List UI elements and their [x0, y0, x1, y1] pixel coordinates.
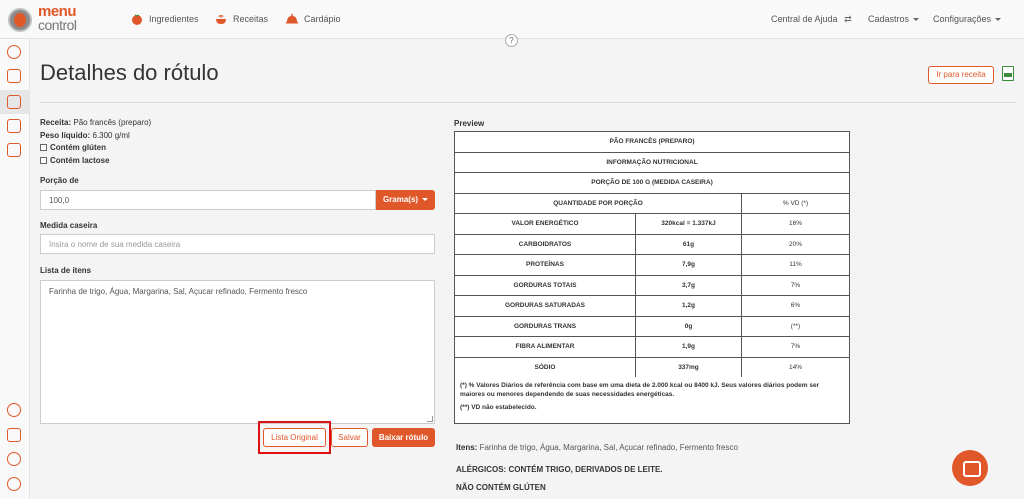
tomato-icon	[131, 13, 143, 25]
sidebar	[0, 39, 30, 499]
receita-value: Pão francês (preparo)	[73, 118, 152, 127]
chevron-down-icon	[913, 18, 919, 21]
nutrient-qty: 0g	[636, 316, 742, 337]
sidebar-label-icon[interactable]	[7, 95, 21, 109]
central-ajuda-label: Central de Ajuda	[771, 14, 838, 24]
nutrient-name: CARBOIDRATOS	[455, 234, 636, 255]
table-row	[455, 275, 850, 296]
nav-central-ajuda[interactable]	[771, 14, 852, 25]
sidebar-help-icon[interactable]	[7, 403, 21, 417]
contem-lactose-label: Contém lactose	[50, 156, 110, 165]
preview-label: Preview	[454, 119, 485, 128]
logo-text-control: control	[38, 17, 77, 33]
nao-contem-gluten-text: NÃO CONTÉM GLÚTEN	[456, 483, 546, 492]
contem-gluten-label: Contém glúten	[50, 143, 106, 152]
sidebar-cost-icon[interactable]	[7, 45, 21, 59]
nutrient-name: GORDURAS TRANS	[455, 316, 636, 337]
nutrient-qty: 337mg	[636, 357, 742, 378]
sidebar-card-icon[interactable]	[7, 428, 21, 442]
nutrient-qty: 320kcal = 1.337kJ	[636, 214, 742, 235]
table-row	[455, 234, 850, 255]
plate-logo-icon	[8, 8, 32, 32]
porcao-cell: PORÇÃO DE 100 G (MEDIDA CASEIRA)	[455, 173, 850, 194]
chat-support-icon[interactable]	[952, 450, 988, 486]
sidebar-settings-icon[interactable]	[7, 452, 21, 466]
nav-ingredientes[interactable]	[131, 13, 199, 25]
table-row	[455, 357, 850, 378]
nav-cadastros-dropdown[interactable]	[868, 14, 919, 24]
peso-info	[40, 131, 130, 140]
table-row	[455, 337, 850, 358]
cloche-icon	[286, 13, 298, 25]
nutrient-vd: (**)	[742, 316, 850, 337]
nutrient-qty: 1,2g	[636, 296, 742, 317]
itens-value: Farinha de trigo, Água, Margarina, Sal, Açucar refinado, Fermento fresco	[479, 443, 738, 452]
chevron-down-icon	[422, 198, 428, 201]
nav-configuracoes-dropdown[interactable]	[933, 14, 1001, 24]
footnote-vd-reference: (*) % Valores Diários de referência com base em uma dieta de 2.000 kcal ou 8400 kJ. Seus valores diários podem ser maiores ou menores dependendo de suas necessidades energéticas.	[460, 382, 820, 398]
contem-lactose-checkbox[interactable]	[40, 157, 47, 164]
sidebar-price-list-icon[interactable]	[7, 119, 21, 133]
nutrient-name: VALOR ENERGÉTICO	[455, 214, 636, 235]
sidebar-play-icon[interactable]	[7, 477, 21, 491]
cooking-pot-icon	[215, 13, 227, 25]
receita-label: Receita:	[40, 118, 72, 127]
page-title: Detalhes do rótulo	[40, 60, 219, 85]
peso-value: 6.300 g/ml	[92, 131, 130, 140]
nav-cardapio-label: Cardápio	[304, 14, 341, 24]
resize-handle[interactable]	[427, 416, 433, 422]
nutrient-vd: 20%	[742, 234, 850, 255]
lista-itens-value: Farinha de trigo, Água, Margarina, Sal, Açucar refinado, Fermento fresco	[49, 287, 308, 296]
salvar-button[interactable]: Salvar	[331, 428, 368, 447]
nutrient-name: SÓDIO	[455, 357, 636, 378]
nutrient-name: FIBRA ALIMENTAR	[455, 337, 636, 358]
nav-receitas-label: Receitas	[233, 14, 269, 24]
sidebar-certificate-icon[interactable]	[7, 143, 21, 157]
sidebar-recipe-card-icon[interactable]	[7, 69, 21, 83]
divider	[40, 102, 1016, 103]
nutrition-table	[454, 131, 850, 378]
col-quantidade-header: QUANTIDADE POR PORÇÃO	[455, 193, 742, 214]
contem-gluten-checkbox[interactable]	[40, 144, 47, 151]
table-row	[455, 255, 850, 276]
nutrient-name: GORDURAS TOTAIS	[455, 275, 636, 296]
chevron-down-icon	[995, 18, 1001, 21]
medida-label: Medida caseira	[40, 221, 98, 230]
nutrient-vd: 14%	[742, 357, 850, 378]
nutrient-name: GORDURAS SATURADAS	[455, 296, 636, 317]
nutrient-vd: 7%	[742, 337, 850, 358]
alergicos-text: ALÉRGICOS: CONTÉM TRIGO, DERIVADOS DE LEITE.	[456, 465, 663, 474]
cadastros-label: Cadastros	[868, 14, 910, 24]
table-row	[455, 214, 850, 235]
nutrient-qty: 1,9g	[636, 337, 742, 358]
porcao-label: Porção de	[40, 176, 79, 185]
nutrient-vd: 11%	[742, 255, 850, 276]
help-toggle-icon[interactable]: ?	[505, 34, 518, 47]
table-row	[455, 316, 850, 337]
lista-original-button[interactable]: Lista Original	[263, 428, 326, 447]
itens-label: Itens:	[456, 443, 478, 452]
nutrient-qty: 7,9g	[636, 255, 742, 276]
ir-para-receita-button[interactable]: Ir para receita	[928, 66, 994, 84]
nutrient-vd: 16%	[742, 214, 850, 235]
refresh-icon: ⇄	[844, 14, 852, 24]
nutrient-qty: 61g	[636, 234, 742, 255]
baixar-rotulo-button[interactable]: Baixar rótulo	[372, 428, 435, 447]
table-footnote	[454, 377, 850, 424]
receita-info	[40, 118, 151, 127]
nutrient-vd: 6%	[742, 296, 850, 317]
col-vd-header: % VD (*)	[742, 193, 850, 214]
nutrient-qty: 3,7g	[636, 275, 742, 296]
lista-label: Lista de itens	[40, 266, 92, 275]
menu-control-logo[interactable]	[8, 3, 98, 34]
unit-dropdown-button[interactable]	[376, 190, 435, 210]
nutrient-vd: 7%	[742, 275, 850, 296]
porcao-input[interactable]: 100,0	[40, 190, 376, 210]
itens-line	[456, 443, 738, 452]
logo-text-menu: menu	[38, 3, 77, 20]
nutrient-name: PROTEÍNAS	[455, 255, 636, 276]
product-name-cell: PÃO FRANCÊS (PREPARO)	[455, 132, 850, 153]
peso-label: Peso líquido:	[40, 131, 91, 140]
configuracoes-label: Configurações	[933, 14, 992, 24]
table-row	[455, 296, 850, 317]
nav-receitas[interactable]	[215, 13, 268, 25]
medida-caseira-input[interactable]: Insira o nome de sua medida caseira	[40, 234, 435, 254]
info-nutricional-cell: INFORMAÇÃO NUTRICIONAL	[455, 152, 850, 173]
nav-ingredientes-label: Ingredientes	[149, 14, 199, 24]
nav-cardapio[interactable]	[286, 13, 341, 25]
unit-label: Grama(s)	[382, 195, 419, 204]
lista-itens-textarea[interactable]	[40, 280, 435, 424]
spreadsheet-export-icon[interactable]	[1002, 66, 1014, 81]
footnote-vd-nao-estabelecido: (**) VD não estabelecido.	[460, 404, 537, 411]
